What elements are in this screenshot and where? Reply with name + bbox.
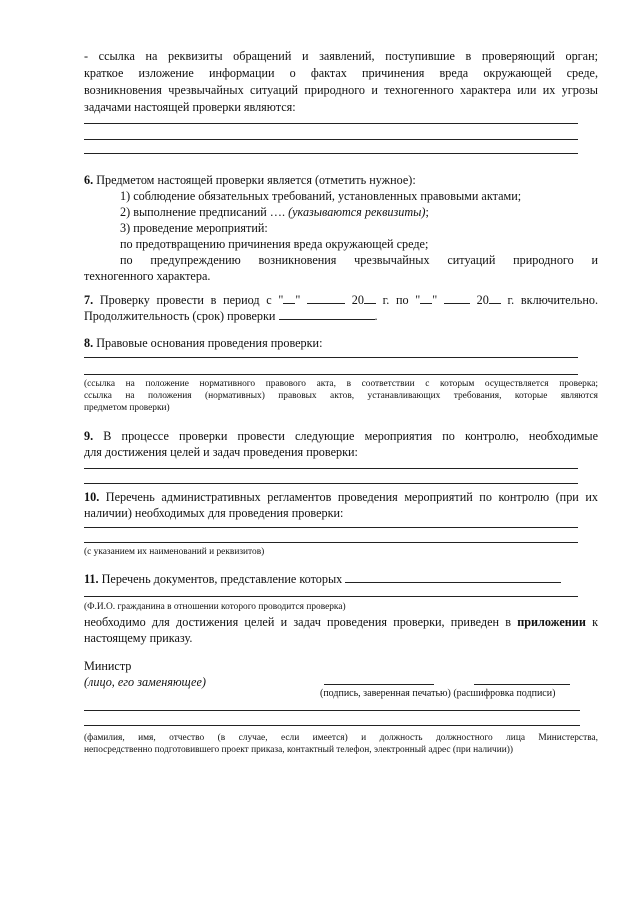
section-6-item-3: 3) проведение мероприятий: xyxy=(120,221,268,235)
section-6-title: 6. Предметом настоящей проверки является (отметить нужное): xyxy=(84,173,416,187)
signature-caption: (подпись, заверенная печатью) (расшифровка подписи) xyxy=(320,688,556,699)
fill-line xyxy=(84,374,578,375)
section-11-line-2: необходимо для достижения целей и задач проведения проверки, приведен в приложении к xyxy=(84,615,598,629)
section-6-item-2: 2) выполнение предписаний …. (указываются реквизиты); xyxy=(120,205,429,219)
intro-line-3: возникновения чрезвычайных ситуаций природного и техногенного характера или их угрозы xyxy=(84,83,598,97)
section-8-note-1: (ссылка на положение нормативного правового акта, в соответствии с которым осуществляется проверка; xyxy=(84,379,598,389)
section-6-item-3c: техногенного характера. xyxy=(84,269,211,283)
section-10-line-1: 10. Перечень административных регламентов проведения мероприятий по контролю (при их xyxy=(84,490,598,504)
fill-line xyxy=(84,483,578,484)
fill-line xyxy=(84,527,578,528)
section-9-line-2: для достижения целей и задач проведения проверки: xyxy=(84,445,358,459)
signature-line xyxy=(324,684,434,685)
section-7-duration: Продолжительность (срок) проверки . xyxy=(84,309,378,323)
section-6-item-3a: по предотвращению причинения вреда окружающей среде; xyxy=(120,237,429,251)
fill-line xyxy=(84,153,578,154)
section-11-note: (Ф.И.О. гражданина в отношении которого проводится проверка) xyxy=(84,602,346,612)
fill-line xyxy=(84,725,580,726)
footer-note-2: непосредственно подготовившего проект приказа, контактный телефон, электронный адрес (при наличии)) xyxy=(84,745,514,755)
signatory-title: Министр xyxy=(84,659,132,673)
fill-line xyxy=(84,468,578,469)
intro-line-1: - ссылка на реквизиты обращений и заявлений, поступившие в проверяющий орган; xyxy=(84,49,598,63)
section-11-title: 11. Перечень документов, представление которых xyxy=(84,571,598,587)
intro-line-2: краткое изложение информации о фактах причинения вреда окружающей среде, xyxy=(84,66,598,80)
section-11-line-3: настоящему приказу. xyxy=(84,631,193,645)
fill-line xyxy=(84,139,578,140)
section-10-line-2: наличии) необходимых для проведения проверки: xyxy=(84,506,344,520)
signature-decode-line xyxy=(474,684,570,685)
section-10-note: (с указанием их наименований и реквизитов) xyxy=(84,547,265,557)
fill-line xyxy=(84,710,580,711)
intro-line-4: задачами настоящей проверки являются: xyxy=(84,100,296,114)
section-6-item-3b: по предупреждению возникновения чрезвычайных ситуаций природного и xyxy=(120,253,598,267)
fill-line xyxy=(84,123,578,124)
fill-line xyxy=(84,596,578,597)
fill-line xyxy=(84,357,578,358)
signatory-subtitle: (лицо, его заменяющее) xyxy=(84,675,206,689)
section-8-note-3: предметом проверки) xyxy=(84,403,170,413)
fill-line xyxy=(84,542,578,543)
section-9-line-1: 9. В процессе проверки провести следующие мероприятия по контролю, необходимые xyxy=(84,429,598,443)
section-6-item-1: 1) соблюдение обязательных требований, установленных правовыми актами; xyxy=(120,189,522,203)
section-8-note-2: ссылка на положения (нормативных) правовых актов, устанавливающих требования, которые являются xyxy=(84,391,598,401)
footer-note-1: (фамилия, имя, отчество (в случае, если имеется) и должность должностного лица Министерства, xyxy=(84,733,598,743)
section-7-period: 7. Проверку провести в период с " " 20 г. по " " 20 г. включительно. xyxy=(84,293,599,307)
section-8-title: 8. Правовые основания проведения проверки: xyxy=(84,336,323,350)
